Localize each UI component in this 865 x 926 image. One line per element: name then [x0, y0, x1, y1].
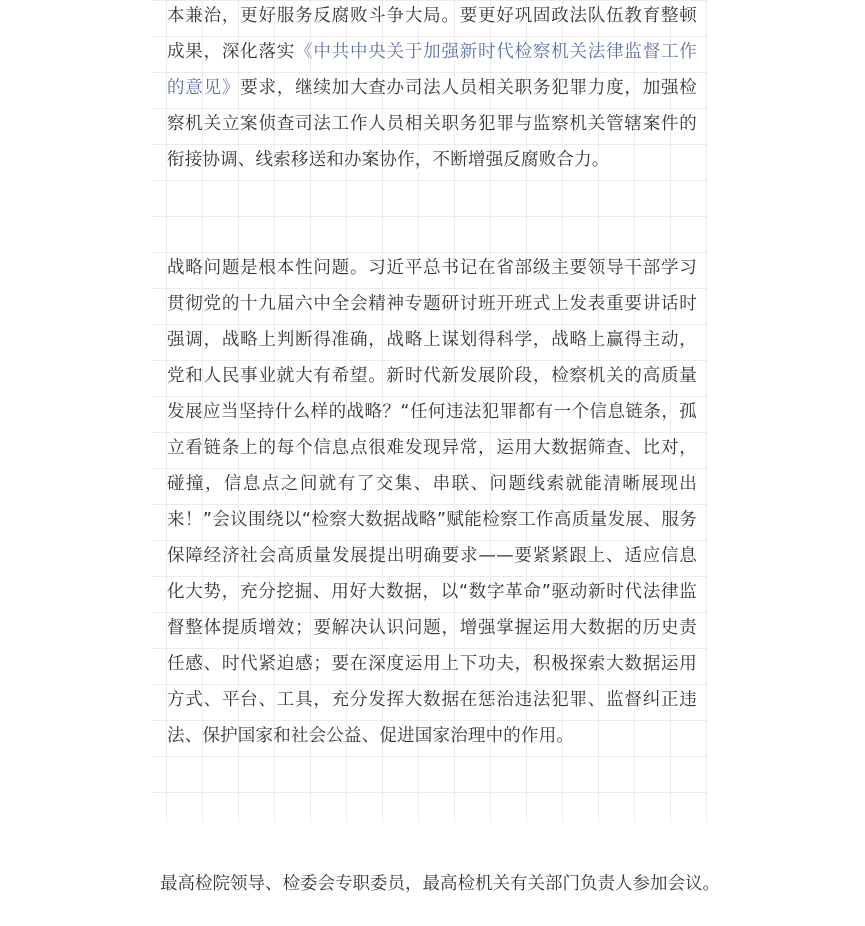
paragraph-1-text-start: 本兼治，更好服务反腐败斗争大局。要更好巩固政法队伍教育整顿成果，深化落实 — [167, 6, 697, 62]
article-paragraph-2: 战略问题是根本性问题。习近平总书记在省部级主要领导干部学习贯彻党的十九届六中全会精神专题研讨班开班式上发表重要讲话时强调，战略上判断得准确，战略上谋划得科学，战略上赢得主动，党和人民事业就大有希望。新时代新发展阶段，检察机关的高质量发展应当坚持什么样的战略？“任何违法犯罪都有一个信息链条，孤立看链条上的每个信息点很难发现异常，运用大数据筛查、比对，碰撞，信息点之间就有了交集、串联、问题线索就能清晰展现出来！”会议围绕以“检察大数据战略”赋能检察工作高质量发展、服务保障经济社会高质量发展提出明确要求——要紧紧跟上、适应信息化大势，充分挖掘、用好大数据，以“数字革命”驱动新时代法律监督整体提质增效；要解决认识问题，增强掌握运用大数据的历史责任感、时代紧迫感；要在深度运用上下功夫，积极探索大数据运用方式、平台、工具，充分发挥大数据在惩治违法犯罪、监督纠正违法、保护国家和社会公益、促进国家治理中的作用。 — [167, 258, 697, 746]
policy-document-link[interactable]: 《中共中央关于加强新时代检察机关法律监督工作的意见》 — [167, 42, 697, 98]
paragraph-1-text-end: 要求，继续加大查办司法人员相关职务犯罪力度，加强检察机关立案侦查司法工作人员相关职务犯罪与监察机关管辖案件的衔接协调、线索移送和办案协作，不断增强反腐败合力。 — [167, 78, 697, 170]
article-paragraph-1 — [167, 0, 697, 178]
attendees-note: 最高检院领导、检委会专职委员，最高检机关有关部门负责人参加会议。 — [160, 874, 720, 894]
